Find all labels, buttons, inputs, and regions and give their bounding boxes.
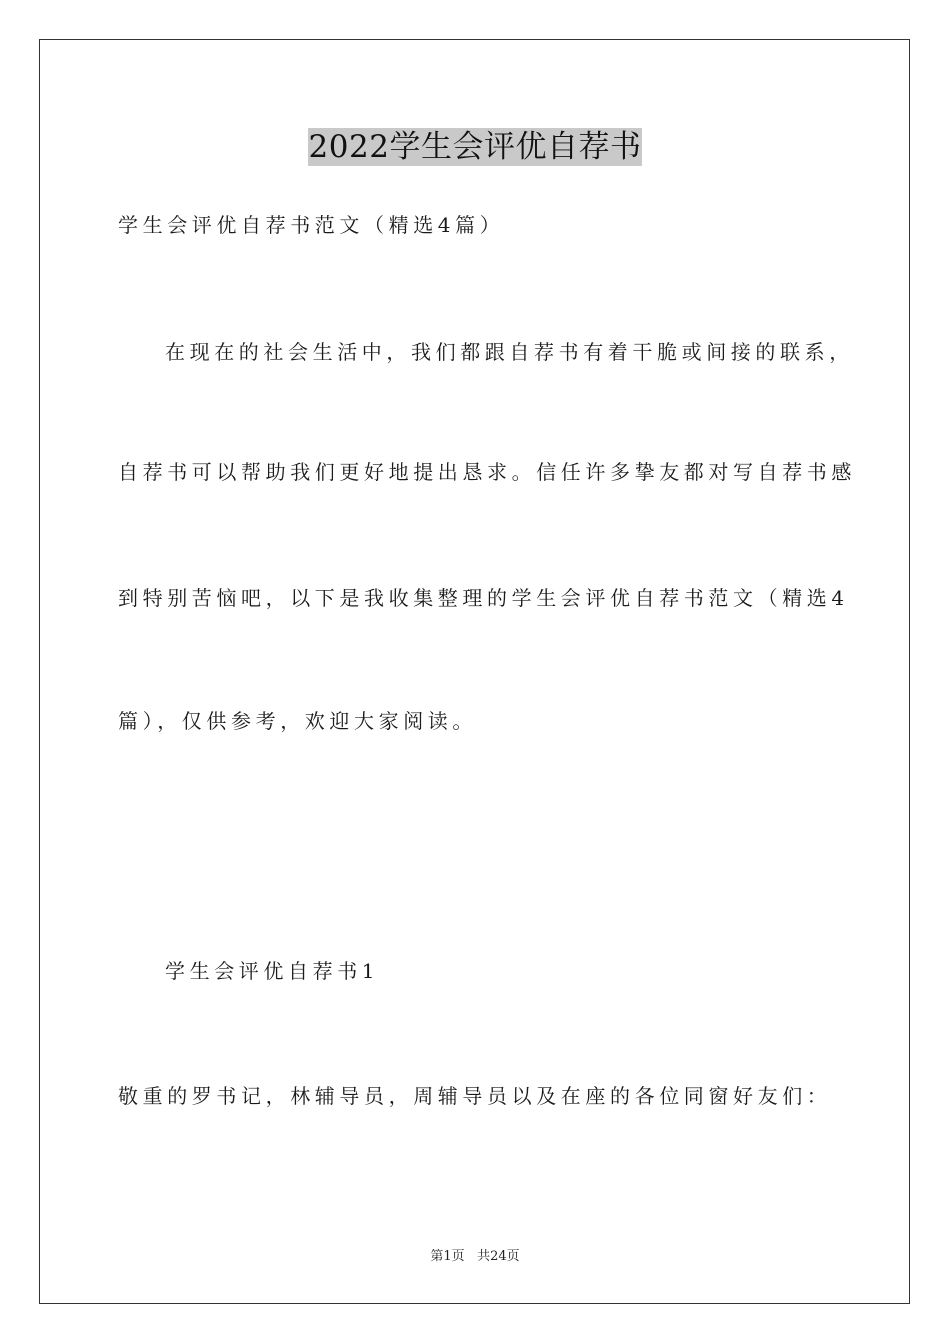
page-total: 共24页 (477, 1249, 520, 1264)
document-title: 2022学生会评优自荐书 (308, 129, 642, 165)
salutation: 敬重的罗书记，林辅导员，周辅导员以及在座的各位同窗好友们： (118, 1084, 832, 1108)
intro-line-1: 在现在的社会生活中，我们都跟自荐书有着干脆或间接的联系， (165, 340, 854, 364)
section-heading: 学生会评优自荐书1 (165, 959, 380, 983)
intro-line-3: 到特别苦恼吧，以下是我收集整理的学生会评优自荐书范文（精选4 (118, 586, 849, 610)
document-subtitle: 学生会评优自荐书范文（精选4篇） (118, 213, 505, 237)
intro-line-2: 自荐书可以帮助我们更好地提出恳求。信任许多挚友都对写自荐书感 (118, 460, 856, 484)
page-footer (0, 1248, 950, 1266)
title-container (0, 128, 950, 166)
page-number: 第1页 (430, 1249, 465, 1264)
intro-line-4: 篇），仅供参考，欢迎大家阅读。 (118, 709, 477, 733)
